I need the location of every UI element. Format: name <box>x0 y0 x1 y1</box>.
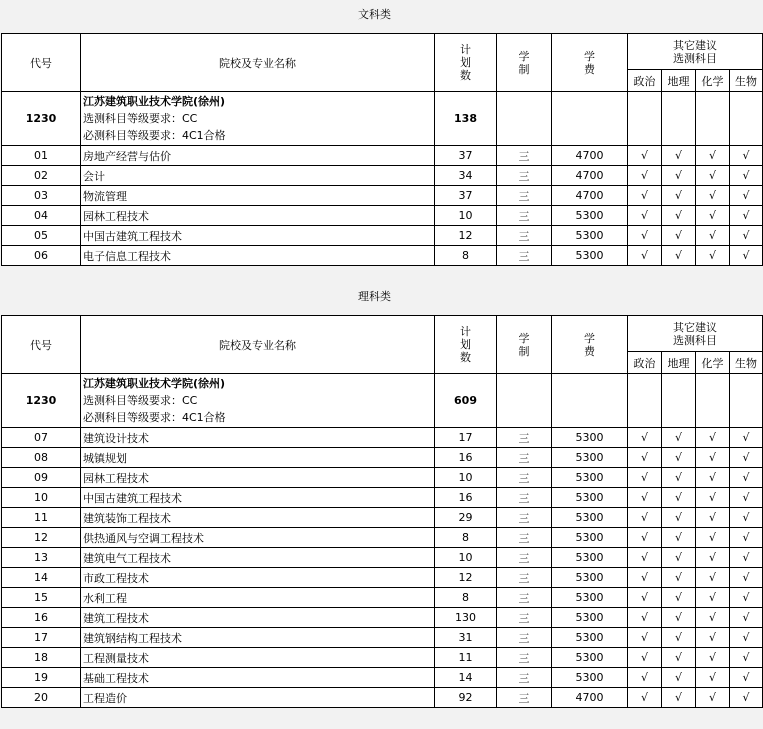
school-required-requirement: 必测科目等级要求：4C1合格 <box>83 411 226 424</box>
check-mark: √ <box>696 428 730 448</box>
check-mark: √ <box>628 226 662 246</box>
check-mark: √ <box>696 608 730 628</box>
header-fee-char: 费 <box>584 344 595 358</box>
empty-cell <box>696 374 730 428</box>
empty-cell <box>497 92 552 146</box>
check-mark: √ <box>662 668 696 688</box>
program-code: 17 <box>2 628 81 648</box>
header-electives-line: 选测科目 <box>673 51 717 65</box>
school-elective-requirement: 选测科目等级要求：CC <box>83 394 198 407</box>
program-fee: 5300 <box>552 568 628 588</box>
header-fee-char: 学 <box>584 331 595 345</box>
check-mark: √ <box>730 608 763 628</box>
program-years: 三 <box>497 428 552 448</box>
header-subject: 化学 <box>696 352 730 374</box>
check-mark: √ <box>662 146 696 166</box>
program-years: 三 <box>497 528 552 548</box>
check-mark: √ <box>628 568 662 588</box>
check-mark: √ <box>696 628 730 648</box>
check-mark: √ <box>662 588 696 608</box>
school-info <box>81 92 435 146</box>
program-code: 19 <box>2 668 81 688</box>
program-code: 05 <box>2 226 81 246</box>
check-mark: √ <box>730 668 763 688</box>
program-years: 三 <box>497 588 552 608</box>
program-name: 中国古建筑工程技术 <box>81 226 435 246</box>
check-mark: √ <box>730 548 763 568</box>
header-name: 院校及专业名称 <box>81 34 435 92</box>
program-years: 三 <box>497 568 552 588</box>
section-title: 文科类 <box>358 8 391 21</box>
program-code: 14 <box>2 568 81 588</box>
check-mark: √ <box>696 528 730 548</box>
check-mark: √ <box>662 468 696 488</box>
check-mark: √ <box>662 166 696 186</box>
program-name: 建筑装饰工程技术 <box>81 508 435 528</box>
program-row <box>2 186 763 206</box>
program-years: 三 <box>497 648 552 668</box>
check-mark: √ <box>628 528 662 548</box>
program-row <box>2 508 763 528</box>
empty-cell <box>552 92 628 146</box>
check-mark: √ <box>696 246 730 266</box>
program-row <box>2 688 763 708</box>
program-name: 物流管理 <box>81 186 435 206</box>
program-years: 三 <box>497 146 552 166</box>
check-mark: √ <box>662 568 696 588</box>
program-fee: 4700 <box>552 186 628 206</box>
header-row <box>2 34 763 70</box>
program-fee: 5300 <box>552 488 628 508</box>
plan-table <box>1 315 763 708</box>
program-name: 建筑工程技术 <box>81 608 435 628</box>
check-mark: √ <box>730 508 763 528</box>
program-quota: 130 <box>435 608 497 628</box>
check-mark: √ <box>696 648 730 668</box>
program-quota: 11 <box>435 648 497 668</box>
header-fee-char: 学 <box>584 49 595 63</box>
program-name: 建筑设计技术 <box>81 428 435 448</box>
check-mark: √ <box>730 226 763 246</box>
program-code: 12 <box>2 528 81 548</box>
program-name: 园林工程技术 <box>81 468 435 488</box>
check-mark: √ <box>628 448 662 468</box>
header-name: 院校及专业名称 <box>81 316 435 374</box>
check-mark: √ <box>696 548 730 568</box>
check-mark: √ <box>730 428 763 448</box>
program-years: 三 <box>497 628 552 648</box>
check-mark: √ <box>730 146 763 166</box>
header-quota <box>435 34 497 92</box>
program-row <box>2 528 763 548</box>
check-mark: √ <box>662 528 696 548</box>
program-row <box>2 548 763 568</box>
check-mark: √ <box>628 206 662 226</box>
program-row <box>2 648 763 668</box>
check-mark: √ <box>662 246 696 266</box>
check-mark: √ <box>628 488 662 508</box>
program-name: 工程测量技术 <box>81 648 435 668</box>
program-code: 18 <box>2 648 81 668</box>
program-fee: 4700 <box>552 166 628 186</box>
school-row <box>2 374 763 428</box>
check-mark: √ <box>696 146 730 166</box>
header-subject: 生物 <box>730 70 763 92</box>
header-years-char: 制 <box>518 62 530 76</box>
program-quota: 10 <box>435 548 497 568</box>
empty-cell <box>662 374 696 428</box>
program-row <box>2 146 763 166</box>
program-fee: 5300 <box>552 428 628 448</box>
check-mark: √ <box>730 166 763 186</box>
check-mark: √ <box>730 206 763 226</box>
program-name: 供热通风与空调工程技术 <box>81 528 435 548</box>
program-years: 三 <box>497 186 552 206</box>
check-mark: √ <box>696 468 730 488</box>
program-name: 电子信息工程技术 <box>81 246 435 266</box>
check-mark: √ <box>628 628 662 648</box>
check-mark: √ <box>696 448 730 468</box>
program-name: 房地产经营与估价 <box>81 146 435 166</box>
program-fee: 5300 <box>552 468 628 488</box>
header-years-char: 制 <box>518 344 530 358</box>
check-mark: √ <box>696 588 730 608</box>
empty-cell <box>696 92 730 146</box>
program-code: 07 <box>2 428 81 448</box>
check-mark: √ <box>696 688 730 708</box>
check-mark: √ <box>662 608 696 628</box>
header-electives-line: 选测科目 <box>673 333 717 347</box>
header-subject: 地理 <box>662 352 696 374</box>
check-mark: √ <box>628 428 662 448</box>
program-row <box>2 226 763 246</box>
program-code: 09 <box>2 468 81 488</box>
program-years: 三 <box>497 226 552 246</box>
program-name: 工程造价 <box>81 688 435 708</box>
empty-cell <box>628 374 662 428</box>
program-row <box>2 206 763 226</box>
program-name: 园林工程技术 <box>81 206 435 226</box>
empty-cell <box>628 92 662 146</box>
program-code: 01 <box>2 146 81 166</box>
program-code: 02 <box>2 166 81 186</box>
program-fee: 4700 <box>552 146 628 166</box>
program-fee: 5300 <box>552 588 628 608</box>
school-code: 1230 <box>2 92 81 146</box>
school-name: 江苏建筑职业技术学院(徐州) <box>83 95 226 108</box>
program-row <box>2 568 763 588</box>
school-name: 江苏建筑职业技术学院(徐州) <box>83 377 226 390</box>
header-electives-line: 其它建议 <box>673 320 717 334</box>
check-mark: √ <box>730 648 763 668</box>
check-mark: √ <box>730 488 763 508</box>
program-quota: 37 <box>435 186 497 206</box>
program-years: 三 <box>497 468 552 488</box>
check-mark: √ <box>662 488 696 508</box>
program-code: 08 <box>2 448 81 468</box>
check-mark: √ <box>696 206 730 226</box>
program-code: 06 <box>2 246 81 266</box>
check-mark: √ <box>628 648 662 668</box>
school-info <box>81 374 435 428</box>
header-electives <box>628 34 763 70</box>
program-fee: 5300 <box>552 246 628 266</box>
check-mark: √ <box>662 206 696 226</box>
header-code: 代号 <box>2 316 81 374</box>
check-mark: √ <box>730 528 763 548</box>
check-mark: √ <box>662 548 696 568</box>
check-mark: √ <box>628 508 662 528</box>
header-quota-char: 计 <box>460 43 471 56</box>
header-years-char: 学 <box>518 49 530 63</box>
program-fee: 5300 <box>552 548 628 568</box>
program-name: 建筑电气工程技术 <box>81 548 435 568</box>
check-mark: √ <box>696 508 730 528</box>
program-quota: 12 <box>435 568 497 588</box>
program-name: 水利工程 <box>81 588 435 608</box>
check-mark: √ <box>628 186 662 206</box>
empty-cell <box>730 374 763 428</box>
empty-cell <box>662 92 696 146</box>
header-electives-line: 其它建议 <box>673 38 717 52</box>
program-quota: 10 <box>435 468 497 488</box>
program-row <box>2 166 763 186</box>
program-name: 会计 <box>81 166 435 186</box>
program-quota: 17 <box>435 428 497 448</box>
header-fee-char: 费 <box>584 62 595 76</box>
program-row <box>2 488 763 508</box>
program-code: 11 <box>2 508 81 528</box>
check-mark: √ <box>628 608 662 628</box>
school-elective-requirement: 选测科目等级要求：CC <box>83 112 198 125</box>
check-mark: √ <box>628 688 662 708</box>
program-quota: 31 <box>435 628 497 648</box>
program-quota: 37 <box>435 146 497 166</box>
plan-table <box>1 33 763 266</box>
check-mark: √ <box>662 648 696 668</box>
program-quota: 8 <box>435 588 497 608</box>
program-quota: 8 <box>435 246 497 266</box>
program-quota: 16 <box>435 448 497 468</box>
program-name: 市政工程技术 <box>81 568 435 588</box>
program-fee: 5300 <box>552 508 628 528</box>
check-mark: √ <box>662 628 696 648</box>
empty-cell <box>552 374 628 428</box>
program-fee: 5300 <box>552 206 628 226</box>
check-mark: √ <box>662 688 696 708</box>
program-code: 15 <box>2 588 81 608</box>
header-years-char: 学 <box>518 331 530 345</box>
check-mark: √ <box>696 226 730 246</box>
header-years <box>497 34 552 92</box>
header-fee <box>552 34 628 92</box>
program-code: 13 <box>2 548 81 568</box>
header-code: 代号 <box>2 34 81 92</box>
program-name: 中国古建筑工程技术 <box>81 488 435 508</box>
program-row <box>2 588 763 608</box>
program-code: 04 <box>2 206 81 226</box>
header-quota <box>435 316 497 374</box>
check-mark: √ <box>662 428 696 448</box>
check-mark: √ <box>628 668 662 688</box>
program-fee: 5300 <box>552 628 628 648</box>
program-name: 基础工程技术 <box>81 668 435 688</box>
program-fee: 4700 <box>552 688 628 708</box>
header-quota-char: 划 <box>460 56 471 69</box>
check-mark: √ <box>662 226 696 246</box>
header-quota-char: 数 <box>460 351 471 364</box>
program-quota: 92 <box>435 688 497 708</box>
program-years: 三 <box>497 548 552 568</box>
check-mark: √ <box>730 568 763 588</box>
check-mark: √ <box>730 628 763 648</box>
check-mark: √ <box>730 688 763 708</box>
school-row <box>2 92 763 146</box>
program-code: 03 <box>2 186 81 206</box>
program-years: 三 <box>497 448 552 468</box>
school-required-requirement: 必测科目等级要求：4C1合格 <box>83 129 226 142</box>
check-mark: √ <box>628 548 662 568</box>
header-quota-char: 计 <box>460 325 471 338</box>
check-mark: √ <box>662 186 696 206</box>
header-subject: 生物 <box>730 352 763 374</box>
program-code: 16 <box>2 608 81 628</box>
header-electives <box>628 316 763 352</box>
program-row <box>2 428 763 448</box>
empty-cell <box>497 374 552 428</box>
program-quota: 8 <box>435 528 497 548</box>
check-mark: √ <box>730 186 763 206</box>
check-mark: √ <box>628 246 662 266</box>
program-years: 三 <box>497 488 552 508</box>
header-quota-char: 划 <box>460 338 471 351</box>
header-subject: 化学 <box>696 70 730 92</box>
check-mark: √ <box>696 668 730 688</box>
program-row <box>2 448 763 468</box>
check-mark: √ <box>696 186 730 206</box>
program-row <box>2 628 763 648</box>
program-quota: 29 <box>435 508 497 528</box>
header-subject: 地理 <box>662 70 696 92</box>
program-years: 三 <box>497 668 552 688</box>
program-quota: 10 <box>435 206 497 226</box>
program-fee: 5300 <box>552 528 628 548</box>
check-mark: √ <box>662 448 696 468</box>
header-subject: 政治 <box>628 70 662 92</box>
program-quota: 14 <box>435 668 497 688</box>
program-row <box>2 608 763 628</box>
check-mark: √ <box>730 448 763 468</box>
program-fee: 5300 <box>552 226 628 246</box>
program-years: 三 <box>497 508 552 528</box>
program-years: 三 <box>497 246 552 266</box>
program-name: 建筑钢结构工程技术 <box>81 628 435 648</box>
program-fee: 5300 <box>552 648 628 668</box>
program-fee: 5300 <box>552 608 628 628</box>
program-years: 三 <box>497 206 552 226</box>
check-mark: √ <box>628 588 662 608</box>
header-years <box>497 316 552 374</box>
section-title: 理科类 <box>358 290 391 303</box>
check-mark: √ <box>696 166 730 186</box>
program-quota: 34 <box>435 166 497 186</box>
header-subject: 政治 <box>628 352 662 374</box>
program-fee: 5300 <box>552 448 628 468</box>
section-gap <box>0 266 749 282</box>
check-mark: √ <box>628 146 662 166</box>
program-quota: 16 <box>435 488 497 508</box>
check-mark: √ <box>730 246 763 266</box>
check-mark: √ <box>730 588 763 608</box>
school-quota: 138 <box>435 92 497 146</box>
program-quota: 12 <box>435 226 497 246</box>
program-years: 三 <box>497 608 552 628</box>
check-mark: √ <box>662 508 696 528</box>
program-row <box>2 668 763 688</box>
program-code: 20 <box>2 688 81 708</box>
check-mark: √ <box>730 468 763 488</box>
header-quota-char: 数 <box>460 69 471 82</box>
program-fee: 5300 <box>552 668 628 688</box>
school-code: 1230 <box>2 374 81 428</box>
program-years: 三 <box>497 688 552 708</box>
check-mark: √ <box>628 468 662 488</box>
header-fee <box>552 316 628 374</box>
header-row <box>2 316 763 352</box>
check-mark: √ <box>696 488 730 508</box>
check-mark: √ <box>696 568 730 588</box>
program-code: 10 <box>2 488 81 508</box>
program-row <box>2 246 763 266</box>
school-quota: 609 <box>435 374 497 428</box>
empty-cell <box>730 92 763 146</box>
check-mark: √ <box>628 166 662 186</box>
program-row <box>2 468 763 488</box>
program-name: 城镇规划 <box>81 448 435 468</box>
program-years: 三 <box>497 166 552 186</box>
